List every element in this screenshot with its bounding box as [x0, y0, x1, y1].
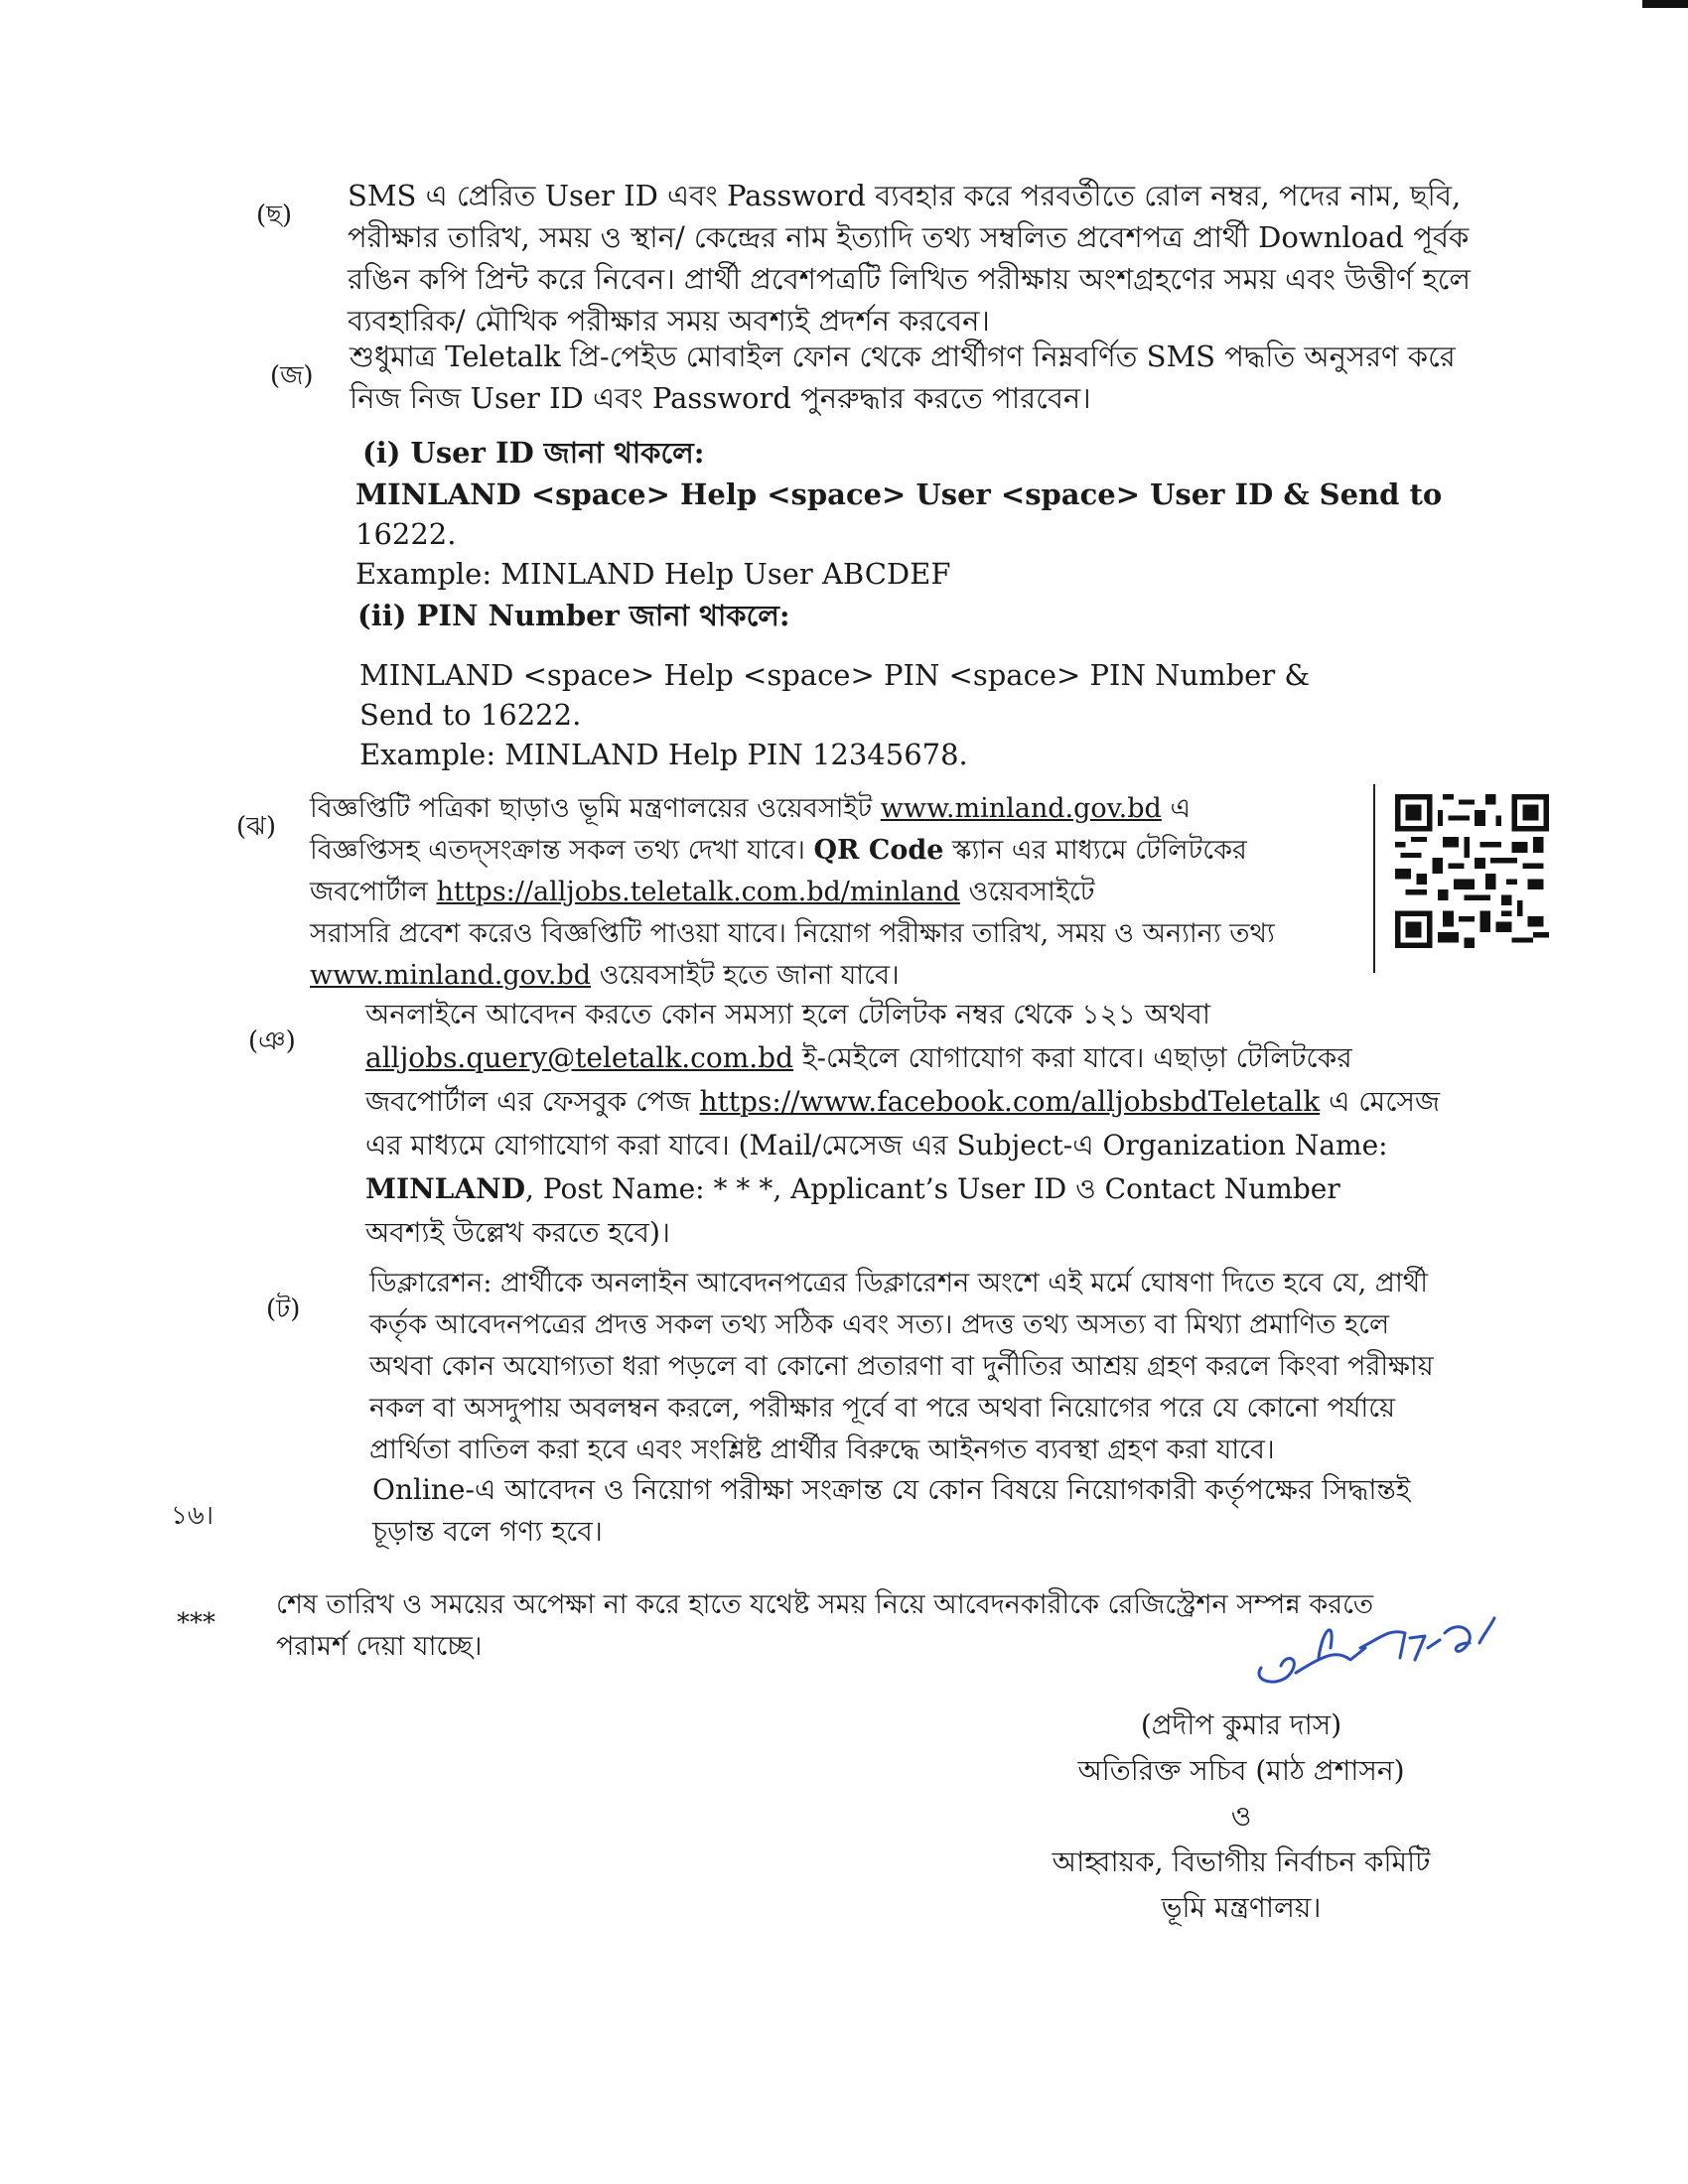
text-line: [365, 1167, 1466, 1211]
signatory-role: আহ্বায়ক, বিভাগীয় নির্বাচন কমিটি: [1052, 1845, 1431, 1878]
signatory-block: [1033, 1703, 1450, 1931]
text-line: সরাসরি প্রবেশ করেও বিজ্ঞপ্তিটি পাওয়া যাবে। নিয়োগ পরীক্ষার তারিখ, সময় ও অন্যান্য তথ্য: [310, 918, 1275, 949]
sub-heading-pin: (ii) PIN Number জানা থাকলে:: [357, 599, 790, 632]
sub-block-pin: [359, 655, 1452, 774]
text-line: ডিক্লারেশন: প্রার্থীকে অনলাইন আবেদনপত্রের ডিক্লারেশন অংশে এই মর্মে ঘোষণা দিতে হবে যে, প্রার্থী: [369, 1268, 1428, 1298]
text-segment: , Post Name: * * *, Applicant’s User ID ও Contact Number: [524, 1172, 1340, 1205]
text-line: শুধুমাত্র Teletalk প্রি-পেইড মোবাইল ফোন থেকে প্রার্থীগণ নিম্নবর্ণিত SMS পদ্ধতি অনুসরণ করে: [350, 340, 1456, 373]
item-label-ta: (ট): [266, 1295, 301, 1324]
text-line: [365, 1080, 1466, 1124]
text-segment: ই-মেইলে যোগাযোগ করা যাবে। এছাড়া টেলিটকের: [801, 1041, 1352, 1074]
text-line: নকল বা অসদুপায় অবলম্বন করলে, পরীক্ষার পূর্বে বা পরে অথবা নিয়োগের পরে যে কোনো পর্যায়ে: [369, 1393, 1396, 1424]
text-line: [310, 955, 1362, 997]
item-chha-text: [348, 175, 1471, 341]
text-segment: জবপোর্টাল: [310, 877, 428, 907]
text-segment: জবপোর্টাল এর ফেসবুক পেজ: [365, 1085, 691, 1118]
text-line: পরীক্ষার তারিখ, সময় ও স্থান/ কেন্দ্রের নাম ইত্যাদি তথ্য সম্বলিত প্রবেশপত্র প্রার্থী Download পূর্বক: [348, 220, 1470, 254]
qr-code-text: QR Code: [813, 835, 944, 866]
jobportal-link[interactable]: https://alljobs.teletalk.com.bd/minland: [436, 877, 960, 907]
qr-divider-line: [1373, 784, 1375, 973]
text-line: অথবা কোন অযোগ্যতা ধরা পড়লে বা কোনো প্রতারণা বা দুর্নীতির আশ্রয় গ্রহণ করলে কিংবা পরীক্ষায়: [369, 1351, 1434, 1382]
text-line: কর্তৃক আবেদনপত্রের প্রদত্ত সকল তথ্য সঠিক এবং সত্য। প্রদত্ত তথ্য অসত্য বা মিথ্যা প্রমাণিত হলে: [369, 1309, 1390, 1340]
website-link[interactable]: www.minland.gov.bd: [880, 793, 1162, 824]
text-line: নিজ নিজ User ID এবং Password পুনরুদ্ধার করতে পারবেন।: [350, 381, 1091, 415]
item-nya-text: [365, 993, 1466, 1255]
handwritten-signature: [1241, 1588, 1499, 1698]
text-line: [310, 872, 1362, 913]
item-jha-text: [310, 788, 1362, 997]
text-line: [310, 830, 1362, 872]
text-line: [310, 788, 1362, 830]
website-link[interactable]: www.minland.gov.bd: [310, 960, 592, 991]
text-line: SMS এ প্রেরিত User ID এবং Password ব্যবহার করে পরবর্তীতে রোল নম্বর, পদের নাম, ছবি,: [348, 179, 1462, 212]
sms-format-line: Send to 16222.: [359, 698, 582, 732]
item-ja-text: [350, 336, 1456, 419]
item-label-16: ১৬।: [171, 1501, 214, 1531]
sub-block-user-id: [355, 475, 1448, 594]
sms-format-line: MINLAND <space> Help <space> PIN <space> PIN Number &: [359, 658, 1311, 692]
item-label-ja: (জ): [270, 361, 314, 391]
sub-heading-user-id: (i) User ID জানা থাকলে:: [362, 436, 705, 470]
text-line: রঙিন কপি প্রিন্ট করে নিবেন। প্রার্থী প্রবেশপত্রটি লিখিত পরীক্ষায় অংশগ্রহণের সময় এবং উত্তীর্ণ হলে: [348, 262, 1471, 296]
text-line: শেষ তারিখ ও সময়ের অপেক্ষা না করে হাতে যথেষ্ট সময় নিয়ে আবেদনকারীকে রেজিস্ট্রেশন সম্পন্ন করতে: [276, 1589, 1374, 1620]
item-label-chha: (ছ): [256, 201, 293, 230]
sms-format-line: MINLAND <space> Help <space> User <space> User ID & Send to: [355, 478, 1443, 511]
qr-code-image[interactable]: [1395, 794, 1549, 948]
text-line: অবশ্যই উল্লেখ করতে হবে)।: [365, 1216, 670, 1249]
signatory-ministry: ভূমি মন্ত্রণালয়।: [1161, 1891, 1322, 1924]
text-line: Online-এ আবেদন ও নিয়োগ পরীক্ষা সংক্রান্ত যে কোন বিষয়ে নিয়োগকারী কর্তৃপক্ষের সিদ্ধান্তই: [372, 1473, 1411, 1506]
note-asterisks: ***: [177, 1608, 215, 1638]
text-line: অনলাইনে আবেদন করতে কোন সমস্যা হলে টেলিটক নম্বর থেকে ১২১ অথবা: [365, 998, 1210, 1030]
item-ta-text: [369, 1263, 1462, 1471]
signatory-conjunction: ও: [1230, 1800, 1252, 1833]
item-label-jha: (ঝ): [236, 812, 276, 842]
scan-edge-mark: [1642, 0, 1688, 8]
text-line: [365, 1036, 1466, 1080]
org-name: MINLAND: [365, 1172, 525, 1205]
text-line: ব্যবহারিক/ মৌখিক পরীক্ষার সময় অবশ্যই প্রদর্শন করবেন।: [348, 304, 990, 338]
text-segment: স্ক্যান এর মাধ্যমে টেলিটকের: [952, 835, 1247, 866]
text-line: প্রার্থিতা বাতিল করা হবে এবং সংশ্লিষ্ট প্রার্থীর বিরুদ্ধে আইনগত ব্যবস্থা গ্রহণ করা যাবে।: [369, 1434, 1275, 1465]
text-line: এর মাধ্যমে যোগাযোগ করা যাবে। (Mail/মেসেজ এর Subject-এ Organization Name:: [365, 1129, 1388, 1161]
text-line: চূড়ান্ত বলে গণ্য হবে।: [372, 1515, 603, 1548]
item-label-nya: (ঞ): [248, 1026, 296, 1056]
sms-example: Example: MINLAND Help User ABCDEF: [355, 557, 951, 591]
signatory-designation: অতিরিক্ত সচিব (মাঠ প্রশাসন): [1077, 1754, 1405, 1787]
text-segment: বিজ্ঞপ্তিসহ এতদ্‌সংক্রান্ত সকল তথ্য দেখা যাবে।: [310, 835, 805, 866]
text-segment: বিজ্ঞপ্তিটি পত্রিকা ছাড়াও ভূমি মন্ত্রণালয়ের ওয়েবসাইট: [310, 793, 873, 824]
text-line: পরামর্শ দেয়া যাচ্ছে।: [276, 1631, 483, 1662]
text-segment: এ: [1170, 793, 1191, 824]
item-16-text: [372, 1469, 1465, 1553]
text-segment: ওয়েবসাইটে: [968, 877, 1095, 907]
email-link[interactable]: alljobs.query@teletalk.com.bd: [365, 1041, 794, 1074]
text-segment: ওয়েবসাইট হতে জানা যাবে।: [599, 960, 900, 991]
sms-format-line: 16222.: [355, 517, 457, 551]
text-segment: এ মেসেজ: [1329, 1085, 1441, 1118]
facebook-link[interactable]: https://www.facebook.com/alljobsbdTeletalk: [699, 1085, 1321, 1118]
signatory-name: (প্রদীপ কুমার দাস): [1140, 1708, 1342, 1741]
sms-example: Example: MINLAND Help PIN 12345678.: [359, 738, 968, 771]
